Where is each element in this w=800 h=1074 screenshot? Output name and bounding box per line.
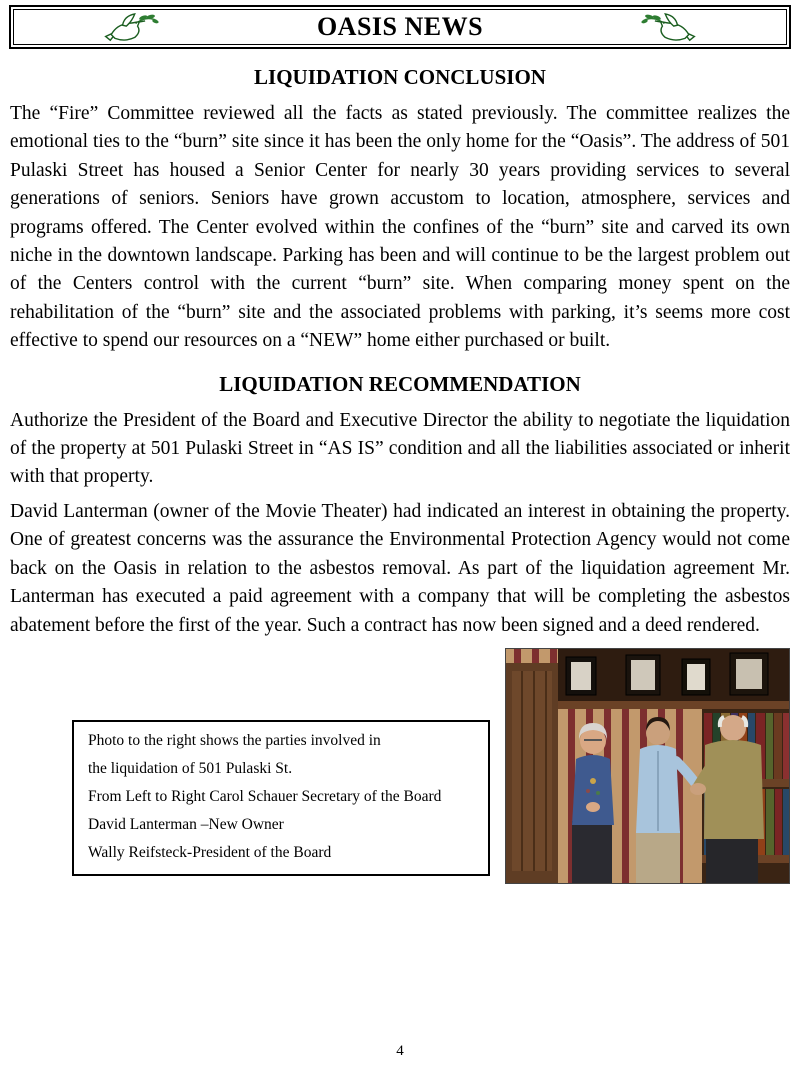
dove-olive-branch-icon [102, 12, 160, 44]
masthead-inner-border [13, 9, 787, 45]
photo-section [10, 648, 790, 884]
recommendation-paragraph-2: David Lanterman (owner of the Movie Theater) had indicated an interest in obtaining the property. One of greatest concerns was the assurance the Environmental Protection Agency would not come back on the Oasis in relation to the asbestos removal. As part of the liquidation agreement Mr. Lanterman has executed a paid agreement with a company that will be completing the asbestos abatement before the first of the year. Such a contract has now been signed and a deed rendered. [10, 500, 790, 636]
handshake-photo [505, 648, 790, 884]
masthead-banner [9, 5, 791, 49]
recommendation-heading: LIQUIDATION RECOMMENDATION [219, 371, 581, 396]
caption-line: From Left to Right Carol Schauer Secretary of the Board [88, 787, 442, 805]
conclusion-heading: LIQUIDATION CONCLUSION [254, 65, 546, 89]
conclusion-paragraph: The “Fire” Committee reviewed all the facts as stated previously. The committee realizes the emotional ties to the “burn” site since it has been the only home for the “Oasis”. The address of 501 Pulaski Street has housed a Senior Center for nearly 30 years providing services to several generations of seniors. Seniors have grown accustom to location, atmosphere, services and programs offered. The Center evolved within the confines of the “burn” site and carved its own niche in the downtown landscape. Parking has been and will continue to be the largest problem out of the Centers control with the current “burn” site. When comparing money spent on the rehabilitation of the “burn” site and the associated problems with parking, it’s seems more cost effective to spend our resources on a “NEW” home either purchased or built. [10, 103, 790, 352]
caption-line: Photo to the right shows the parties involved in [88, 731, 381, 749]
caption-line: the liquidation of 501 Pulaski St. [88, 759, 293, 777]
article-content [9, 65, 791, 884]
photo-caption-box [72, 720, 490, 876]
caption-line: Wally Reifsteck-President of the Board [88, 843, 332, 861]
newsletter-title: OASIS NEWS [316, 12, 484, 41]
caption-line: David Lanterman –New Owner [88, 815, 284, 833]
recommendation-paragraph-1: Authorize the President of the Board and Executive Director the ability to negotiate the liquidation of the property at 501 Pulaski Street in “AS IS” condition and all the liabilities associated or inherit with that property. [10, 409, 790, 488]
dove-olive-branch-icon [640, 12, 698, 44]
page-number: 4 [396, 1043, 404, 1059]
